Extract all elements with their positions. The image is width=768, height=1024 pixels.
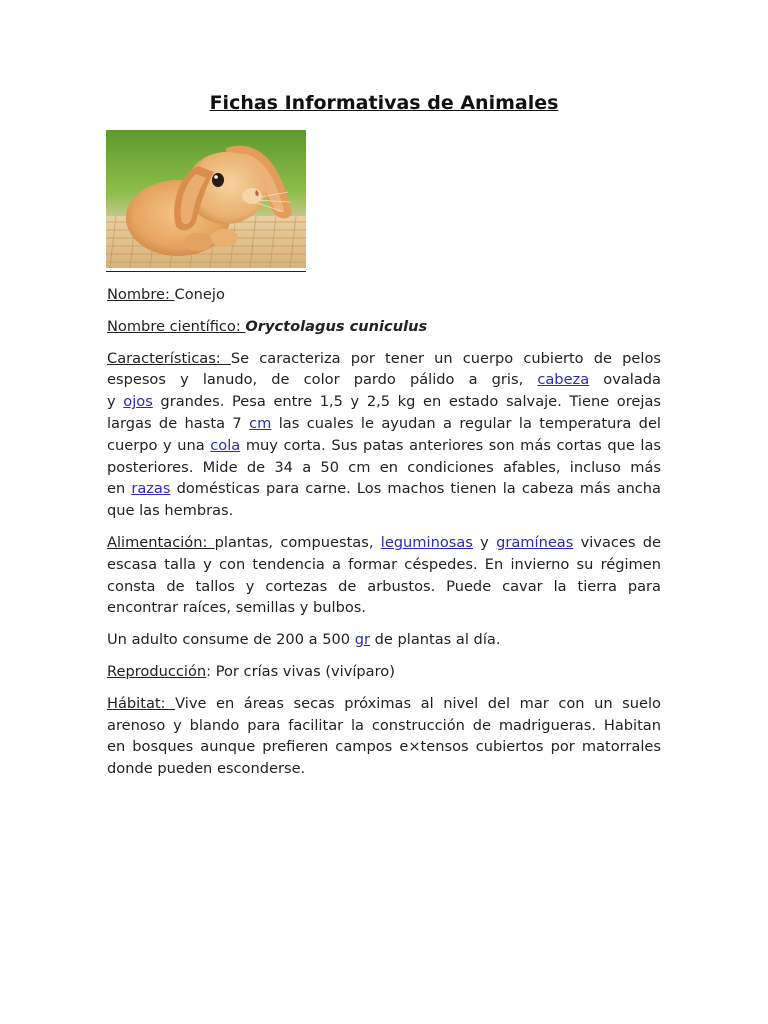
text-run: en [107,480,132,498]
caracteristicas-label: Características: [107,349,231,367]
text-line [107,576,661,598]
text-run: que las hembras. [107,502,234,520]
text-run: domésticas para carne. Los machos tienen la cabeza más ancha [170,480,661,498]
text-line [107,554,661,576]
link-razas[interactable]: razas [131,480,171,498]
page-title: Fichas Informativas de Animales [209,92,559,114]
text-line [107,715,661,737]
text-line [107,597,661,619]
text-line [107,478,661,500]
text-run: donde pueden esconderse. [107,760,306,778]
text-run: plantas, compuestas, [214,533,381,551]
link-cm[interactable]: cm [249,414,272,432]
text-line [107,736,661,758]
habitat-label: Hábitat: [107,694,176,712]
rabbit-photo-frame [106,130,306,272]
link-cabeza[interactable]: cabeza [537,371,590,389]
text-run: Vive en áreas secas próximas al nivel del mar con un suelo [175,694,661,712]
text-line [107,693,661,715]
text-run: consta de tallos y cortezas de arbustos. Puede cavar la tierra para [107,577,661,595]
text-line [107,369,661,391]
link-gramineas[interactable]: gramíneas [496,533,574,551]
text-run: muy corta. Sus patas anteriores son más cortas que las [240,436,661,454]
text-run: encontrar raíces, semillas y bulbos. [107,599,367,617]
text-run: Se caracteriza por tener un cuerpo cubierto de pelos [230,349,661,367]
nombre-label: Nombre: [107,286,175,303]
text-run: y [472,533,497,551]
text-run: y [107,393,124,411]
cientifico-value: Oryctolagus cuniculus [245,317,428,335]
reproduccion-paragraph [107,661,661,683]
link-gr[interactable]: gr [354,631,370,649]
nombre-paragraph [107,284,661,306]
text-run: las cuales le ayudan a regular la temperatura del [271,414,661,432]
text-line [107,391,661,413]
text-run: cuerpo y una [107,436,211,454]
link-cola[interactable]: cola [210,436,241,454]
text-run: ovalada [589,371,661,389]
text-line [107,457,661,479]
cientifico-paragraph [107,316,661,338]
text-run: grandes. Pesa entre 1,5 y 2,5 kg en estado salvaje. Tiene orejas [152,393,661,411]
habitat-paragraph [107,693,661,780]
text-line [107,532,661,554]
reproduccion-value: : Por crías vivas (vivíparo) [206,662,395,680]
text-line [107,435,661,457]
reproduccion-label: Reproducción [107,662,207,680]
link-leguminosas[interactable]: leguminosas [380,533,473,551]
text-run: en bosques aunque prefieren campos e×tensos cubiertos por matorrales [107,738,661,756]
alimentacion-label: Alimentación: [107,533,215,551]
nombre-value: Conejo [174,286,225,303]
text-run: vivaces de [573,533,662,551]
alimentacion-paragraph [107,532,661,619]
text-line [107,500,661,522]
text-line [107,758,661,780]
text-run: largas de hasta 7 [107,414,250,432]
link-ojos[interactable]: ojos [123,393,153,411]
text-run: espesos y lanudo, de color pardo pálido a gris, [107,371,524,389]
document-body [107,284,661,790]
text-run: escasa talla y con tendencia a formar céspedes. En invierno su régimen [107,555,661,573]
text-line [107,413,661,435]
consumo-paragraph [107,629,661,651]
text-run: posteriores. Mide de 34 a 50 cm en condiciones afables, incluso más [107,458,661,476]
text-run: de plantas al día. [369,631,501,649]
text-run: arenoso y blando para facilitar la construcción de madrigueras. Habitan [107,716,661,734]
text-line [107,348,661,370]
cientifico-label: Nombre científico: [107,317,246,335]
text-run: Un adulto consume de 200 a 500 [107,631,355,649]
caracteristicas-paragraph [107,348,661,522]
rabbit-photo [106,130,306,268]
